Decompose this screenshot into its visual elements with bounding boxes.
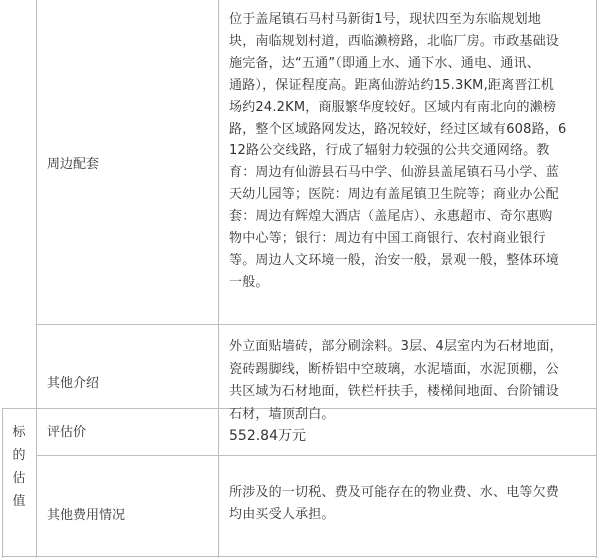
section-divider (36, 0, 37, 558)
section-label-char: 标 (12, 425, 26, 440)
surroundings-line: 天幼儿园等；医院：周边有盖尾镇卫生院等；商业办公配 (229, 187, 560, 203)
other-intro-label: 其他介绍 (47, 376, 100, 391)
row-divider-3 (36, 455, 597, 456)
other-intro-line: 外立面贴墙砖，部分刷涂料。3层、4层室内为石材地面， (229, 339, 563, 354)
surroundings-line: 物中心等；银行：周边有中国工商银行、农村商业银行 (229, 231, 546, 247)
row-divider-1 (36, 324, 597, 325)
column-divider (218, 0, 219, 558)
other-fees-label: 其他费用情况 (47, 508, 126, 523)
surroundings-line: 块，南临规划村道，西临濑榜路，北临厂房。市政基础设 (229, 33, 560, 49)
section-label-char: 的 (12, 448, 26, 463)
surroundings-line: 一般。 (229, 274, 269, 290)
surroundings-line: 通路），保证程度高。距离仙游站约15.3KM,距离晋江机 (229, 77, 554, 93)
other-fees-line: 均由买受人承担。 (229, 507, 335, 522)
other-fees-line: 所涉及的一切税、费及可能存在的物业费、水、电等欠费 (229, 485, 560, 500)
valuation-label: 评估价 (47, 425, 87, 440)
other-intro-line: 石材，墙顶刮白。 (229, 406, 335, 422)
other-intro-line: 瓷砖踢脚线，断桥铝中空玻璃，水泥墙面，水泥顶棚，公 (229, 361, 560, 377)
section-label (6, 421, 32, 513)
section-label-char: 估 (12, 471, 26, 486)
other-fees-text (229, 482, 559, 526)
surroundings-line: 等。周边人文环境一般，治安一般，景观一般，整体环境 (229, 252, 560, 268)
surroundings-line: 育：周边有仙游县石马中学、仙游县盖尾镇石马小学、蓝 (229, 165, 560, 181)
surroundings-line: 场约24.2KM，商服繁华度较好。区域内有南北向的濑榜 (229, 99, 557, 115)
bottom-border (2, 556, 597, 557)
other-intro-line: 共区域为石材地面，铁栏杆扶手，楼梯间地面、台阶铺设 (229, 384, 560, 399)
surroundings-line: 套：周边有辉煌大酒店（盖尾店）、永惠超市、奇尔惠购 (229, 209, 553, 225)
surroundings-line: 12路公交线路，行成了辐射力较强的公共交通网络。教 (229, 143, 550, 159)
section-label-char: 值 (12, 494, 26, 509)
other-intro-text (229, 336, 563, 426)
left-border (2, 408, 3, 558)
surroundings-line: 施完备，达“五通”（即通上水、通下水、通电、通讯、 (229, 55, 540, 71)
surroundings-text (229, 9, 566, 294)
surroundings-line: 位于盖尾镇石马村马新街1号，现状四至为东临规划地 (229, 12, 542, 27)
valuation-value: 552.84万元 (229, 428, 306, 444)
surroundings-label: 周边配套 (47, 157, 100, 172)
surroundings-line: 路，整个区域路网发达，路况较好，经过区域有608路，6 (229, 121, 567, 137)
right-border (596, 0, 597, 558)
